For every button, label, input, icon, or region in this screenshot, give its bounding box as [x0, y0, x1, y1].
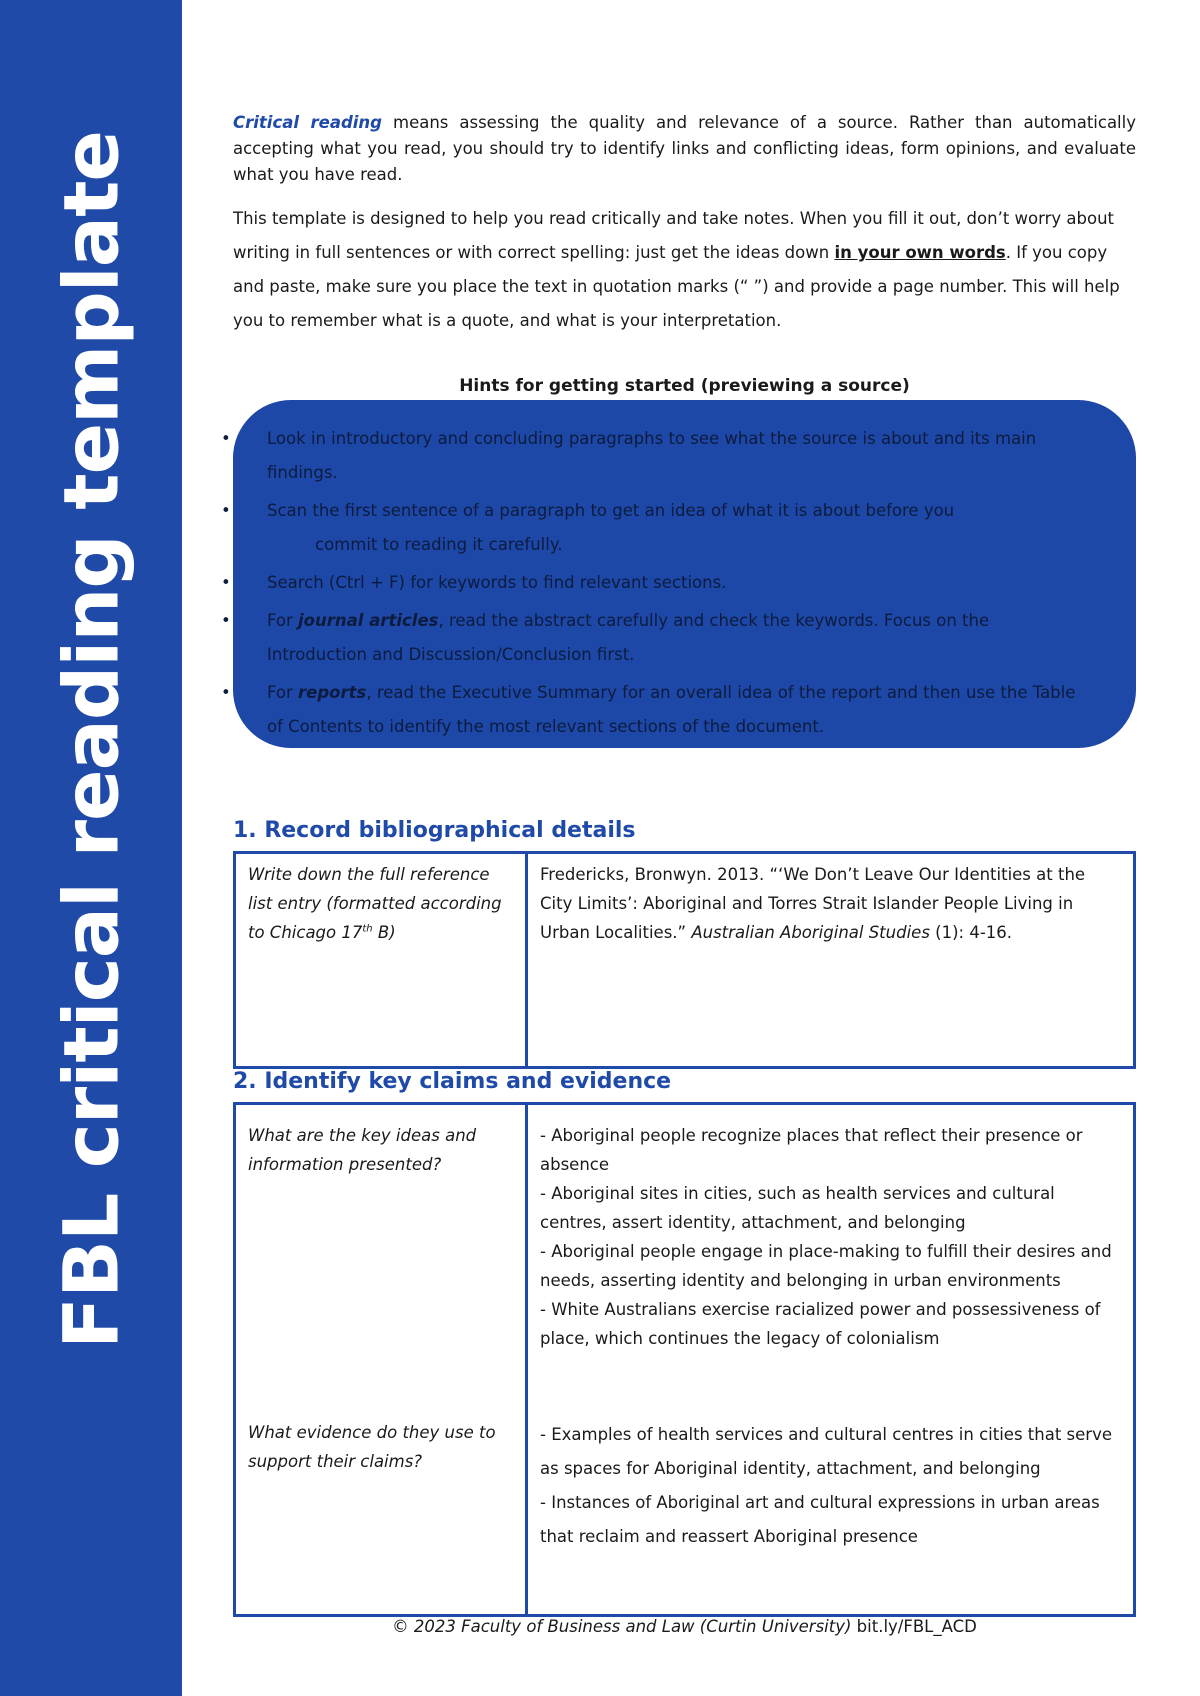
list-item: - Examples of health services and cultural centres in cities that serve as spaces for Aboriginal identity, attachment, and belonging	[540, 1425, 1112, 1478]
intro-paragraph-1-text: means assessing the quality and relevance of a source. Rather than automatically accepting what you read, you should try to identify links and conflicting ideas, form opinions, and evaluate what you have read.	[233, 113, 1136, 184]
hints-title: Hints for getting started (previewing a source)	[459, 376, 910, 396]
evidence-prompt: What evidence do they use to support their claims?	[235, 1412, 527, 1616]
journal-articles-keyword: journal articles	[298, 611, 439, 630]
claims-table	[233, 1102, 1136, 1617]
own-words-emphasis: in your own words	[834, 243, 1006, 262]
evidence-response[interactable]	[527, 1412, 1135, 1616]
reference-prompt: Write down the full reference list entry (formatted according to Chicago 17th B)	[235, 853, 527, 1068]
footer	[233, 1617, 1136, 1636]
list-item: - Aboriginal people engage in place-making to fulfill their desires and needs, asserting identity and belonging in urban environments	[540, 1242, 1112, 1290]
hint-item: • Scan the first sentence of a paragraph to get an idea of what it is about before you commit to reading it carefully.	[221, 494, 1081, 562]
key-ideas-response[interactable]	[527, 1104, 1135, 1413]
bibliography-table	[233, 851, 1136, 1069]
table-row	[235, 853, 1135, 1068]
hint-item: • For journal articles, read the abstract carefully and check the keywords. Focus on the Introduction and Discussion/Conclusion first.	[221, 604, 1081, 672]
reference-entry[interactable]: Fredericks, Bronwyn. 2013. “‘We Don’t Leave Our Identities at the City Limits’: Aboriginal and Torres Strait Islander People Living in Urban Localities.” Australian Aboriginal Studies (1): 4-16.	[527, 853, 1135, 1068]
hint-item: • For reports, read the Executive Summary for an overall idea of the report and then use the Table of Contents to identify the most relevant sections of the document.	[221, 676, 1081, 744]
sidebar	[0, 0, 182, 1696]
intro-paragraph-2-a: This template is designed to help you read critically and take notes. When you fill it out, don’t worry about writing in full sentences or with correct spelling: just get the ideas down	[233, 209, 1115, 262]
section-2-heading: 2. Identify key claims and evidence	[233, 1069, 672, 1094]
footer-link[interactable]: bit.ly/FBL_ACD	[851, 1617, 977, 1636]
intro-paragraph-2-b: . If you copy and paste, make sure you place the text in quotation marks (“ ”) and provide a page number. This will help you to remember what is a quote, and what is your interpretation.	[233, 243, 1120, 330]
intro-paragraph-2	[233, 202, 1136, 338]
hints-list	[221, 422, 1081, 748]
list-item: - White Australians exercise racialized power and possessiveness of place, which continues the legacy of colonialism	[540, 1300, 1101, 1348]
list-item: - Instances of Aboriginal art and cultural expressions in urban areas that reclaim and reassert Aboriginal presence	[540, 1493, 1100, 1546]
reports-keyword: reports	[298, 683, 367, 702]
sidebar-title: FBL critical reading template	[46, 131, 136, 1349]
footer-copyright: © 2023 Faculty of Business and Law (Curtin University)	[392, 1617, 852, 1636]
intro-paragraph-1	[233, 110, 1136, 188]
hint-item: • Search (Ctrl + F) for keywords to find relevant sections.	[221, 566, 1081, 600]
key-ideas-prompt: What are the key ideas and information presented?	[235, 1104, 527, 1413]
section-1-heading: 1. Record bibliographical details	[233, 818, 636, 843]
critical-reading-keyword: Critical reading	[233, 113, 382, 132]
table-row	[235, 1412, 1135, 1616]
hint-item: • Look in introductory and concluding paragraphs to see what the source is about and its main findings.	[221, 422, 1081, 490]
list-item: - Aboriginal sites in cities, such as health services and cultural centres, assert identity, attachment, and belonging	[540, 1184, 1055, 1232]
table-row	[235, 1104, 1135, 1413]
list-item: - Aboriginal people recognize places that reflect their presence or absence	[540, 1126, 1083, 1174]
journal-title: Australian Aboriginal Studies	[691, 923, 930, 942]
